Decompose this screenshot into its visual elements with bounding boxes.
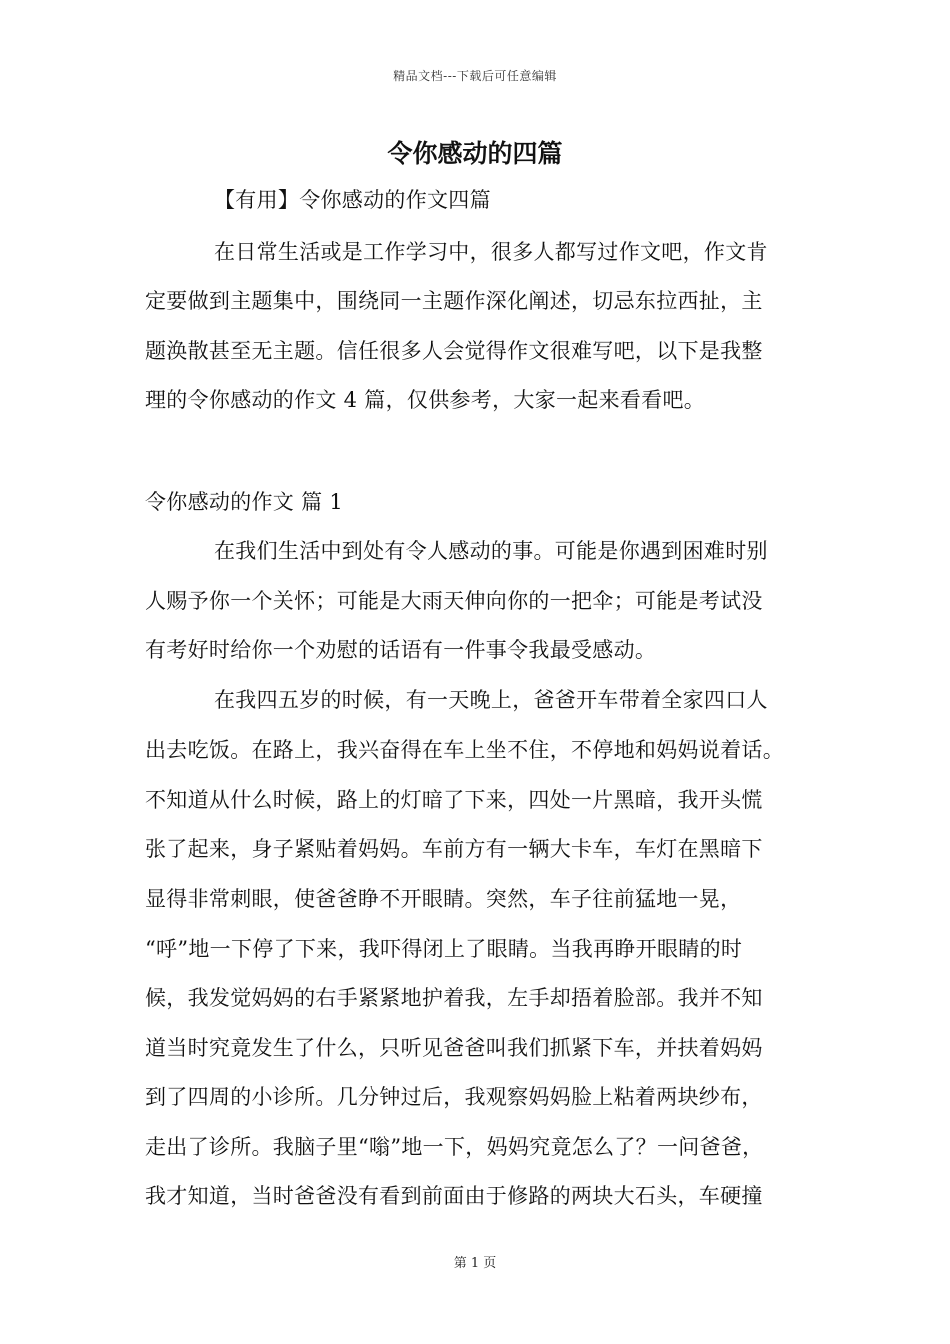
paragraph-line: 不知道从什么时候，路上的灯暗了下来，四处一片黑暗，我开头慌 [145, 788, 763, 812]
paragraph-line: “呼”地一下停了下来，我吓得闭上了眼睛。当我再睁开眼睛的时 [145, 937, 743, 961]
paragraph-line: 道当时究竟发生了什么，只听见爸爸叫我们抓紧下车，并扶着妈妈 [145, 1036, 763, 1060]
document-title: 令你感动的四篇 [387, 139, 563, 168]
paragraph-line: 张了起来，身子紧贴着妈妈。车前方有一辆大卡车，车灯在黑暗下 [145, 837, 763, 861]
intro-line: 题涣散甚至无主题。信任很多人会觉得作文很难写吧，以下是我整 [145, 339, 763, 363]
paragraph-line: 走出了诊所。我脑子里“嗡”地一下，妈妈究竟怎么了？一问爸爸， [145, 1135, 764, 1159]
paragraph-line: 候，我发觉妈妈的右手紧紧地护着我，左手却捂着脸部。我并不知 [145, 986, 763, 1010]
paragraph-line: 在我四五岁的时候，有一天晚上，爸爸开车带着全家四口人 [214, 688, 768, 712]
subtitle: 【有用】令你感动的作文四篇 [214, 188, 491, 212]
header-note: 精品文档---下载后可任意编辑 [393, 69, 557, 83]
intro-line: 在日常生活或是工作学习中，很多人都写过作文吧，作文肯 [214, 240, 768, 264]
paragraph-line: 出去吃饭。在路上，我兴奋得在车上坐不住，不停地和妈妈说着话。 [145, 738, 784, 762]
paragraph-line: 到了四周的小诊所。几分钟过后，我观察妈妈脸上粘着两块纱布， [145, 1085, 763, 1109]
intro-line: 定要做到主题集中，围绕同一主题作深化阐述，切忌东拉西扯，主 [145, 289, 763, 313]
paragraph-line: 有考好时给你一个劝慰的话语有一件事令我最受感动。 [145, 638, 657, 662]
section-heading: 令你感动的作文 篇 1 [145, 490, 344, 514]
page-number: 第 1 页 [453, 1256, 497, 1271]
paragraph-line: 我才知道，当时爸爸没有看到前面由于修路的两块大石头，车硬撞 [145, 1184, 763, 1208]
paragraph-line: 显得非常刺眼，使爸爸睁不开眼睛。突然，车子往前猛地一晃， [145, 887, 742, 911]
paragraph-line: 在我们生活中到处有令人感动的事。可能是你遇到困难时别 [214, 539, 768, 563]
paragraph-line: 人赐予你一个关怀；可能是大雨天伸向你的一把伞；可能是考试没 [145, 589, 763, 613]
intro-line: 理的令你感动的作文 4 篇，仅供参考，大家一起来看看吧。 [145, 388, 706, 412]
